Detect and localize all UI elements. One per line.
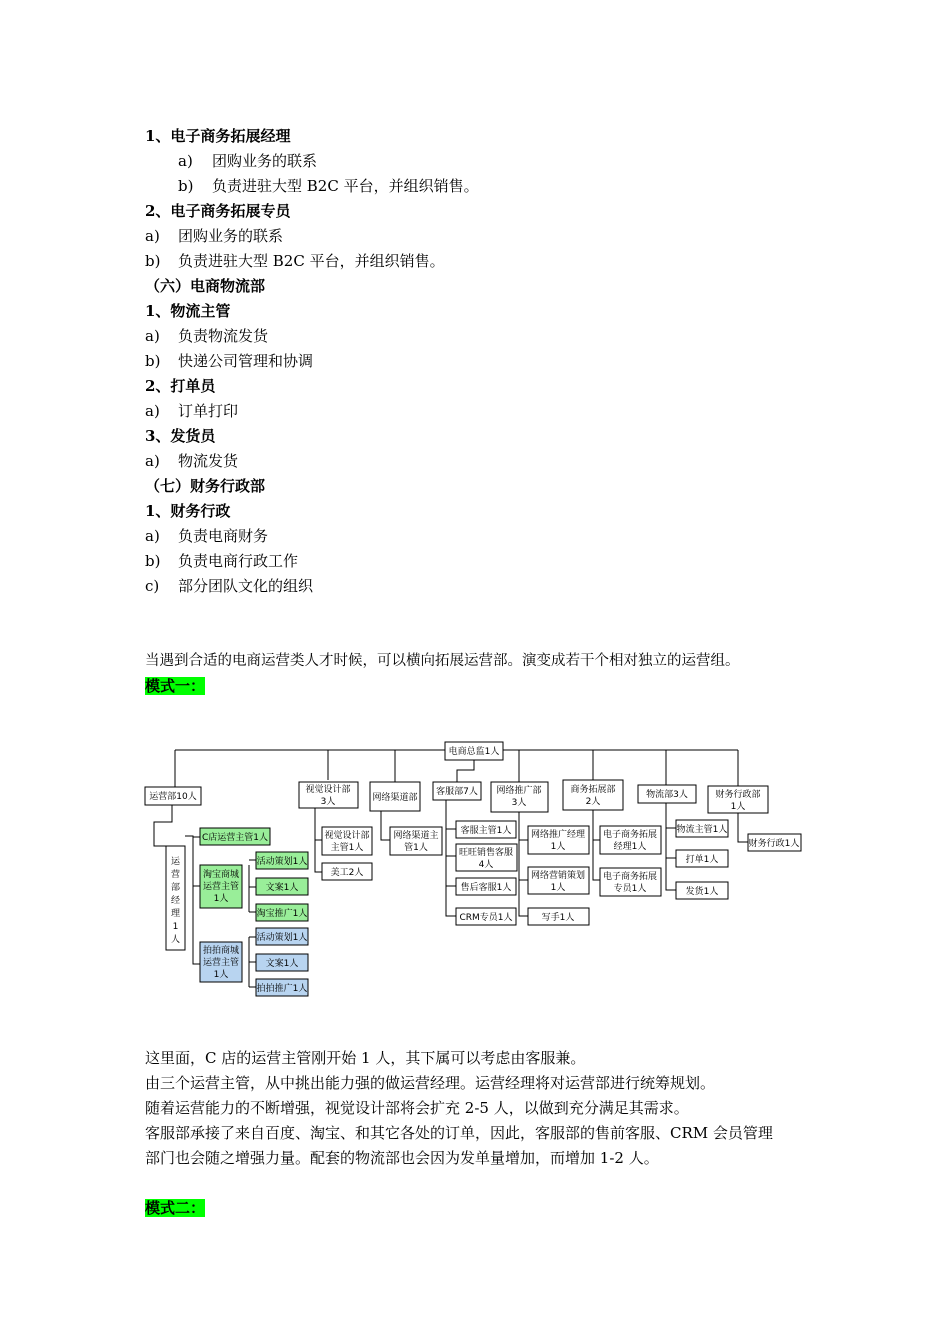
list-marker: a): [178, 152, 193, 170]
paragraph-visual-expansion: 随着运营能力的不断增强，视觉设计部将会扩充 2-5 人，以做到充分满足其需求。: [145, 1099, 689, 1117]
org-c-store-lead: C店运营主管1人: [201, 833, 269, 843]
list-marker: a): [145, 452, 160, 470]
org-writer: 写手1人: [541, 913, 575, 923]
org-taobao-lead-count: 1人: [213, 894, 229, 904]
heading-ecommerce-specialist: 2、电子商务拓展专员: [145, 202, 291, 220]
org-ww-sales-count: 4人: [478, 860, 494, 870]
paragraph-c-store: 这里面，C 店的运营主管刚开始 1 人，其下属可以考虑由客服兼。: [145, 1049, 586, 1067]
list-marker: b): [145, 252, 161, 270]
org-channel-lead-count: 管1人: [404, 843, 428, 853]
org-finance-dept-count: 1人: [730, 802, 746, 812]
org-marketing-count: 1人: [550, 883, 566, 893]
list-item: 物流发货: [178, 452, 239, 470]
org-visual-lead: 视觉设计部: [324, 831, 370, 841]
org-logistics-lead: 物流主管1人: [676, 825, 728, 835]
org-paipai-lead-count: 1人: [213, 970, 229, 980]
org-visual-dept-count: 3人: [320, 797, 336, 807]
org-logistics-dept: 物流部3人: [646, 790, 688, 800]
org-visual-lead-count: 主管1人: [330, 843, 364, 853]
org-paipai-lead-role: 运营主管: [202, 958, 240, 968]
paragraph-ops-manager: 由三个运营主管，从中挑出能力强的做运营经理。运营经理将对运营部进行统筹规划。: [145, 1074, 716, 1092]
org-cs-dept: 客服部7人: [436, 787, 478, 797]
list-marker: a): [145, 402, 160, 420]
list-marker: b): [145, 352, 161, 370]
org-taobao-event: 活动策划1人: [256, 857, 308, 867]
mode-one-label: [145, 676, 205, 696]
paragraph-logistics-growth: 部门也会随之增强力量。配套的物流部也会因为发单量增加，而增加 1-2 人。: [145, 1149, 659, 1167]
org-channel-dept: 网络渠道部: [372, 793, 418, 803]
org-shipper: 发货1人: [685, 887, 719, 897]
list-item: 订单打印: [178, 402, 239, 420]
org-ops-dept: 运营部10人: [149, 792, 197, 802]
org-ops-manager-char: 经: [170, 896, 181, 906]
org-biz-dept: 商务拓展部: [570, 785, 616, 795]
list-marker: c): [145, 577, 160, 595]
org-visual-dept: 视觉设计部: [305, 785, 351, 795]
list-marker: a): [145, 227, 160, 245]
org-chart: [0, 730, 950, 1010]
list-item: 快递公司管理和协调: [178, 352, 314, 370]
org-biz-manager: 电子商务拓展: [602, 830, 658, 840]
mode-two-label: [145, 1198, 205, 1218]
list-item: 团购业务的联系: [212, 152, 318, 170]
heading-finance-admin: 1、财务行政: [145, 502, 231, 520]
list-marker: a): [145, 327, 160, 345]
org-aftersale: 售后客服1人: [460, 883, 512, 893]
list-item: 负责电商行政工作: [178, 552, 299, 570]
org-ops-manager-char: 1: [172, 922, 179, 932]
heading-logistics-lead: 1、物流主管: [145, 302, 231, 320]
org-channel-lead: 网络渠道主: [393, 831, 439, 841]
org-paipai-lead: 拍拍商城: [202, 946, 240, 956]
org-artist: 美工2人: [330, 868, 364, 878]
org-cs-lead: 客服主管1人: [460, 826, 512, 836]
org-biz-dept-count: 2人: [585, 797, 601, 807]
org-promo-manager: 网络推广经理: [530, 830, 586, 840]
mode-one-highlight: 模式一：: [145, 677, 206, 695]
org-promo-manager-count: 1人: [550, 842, 566, 852]
list-item: 团购业务的联系: [178, 227, 284, 245]
list-item: 负责进驻大型 B2C 平台，并组织销售。: [178, 252, 445, 270]
list-marker: b): [178, 177, 194, 195]
list-item: 负责电商财务: [178, 527, 269, 545]
heading-shipper: 3、发货员: [145, 427, 216, 445]
org-taobao-copy: 文案1人: [265, 883, 299, 893]
list-marker: b): [145, 552, 161, 570]
paragraph-cs-orders: 客服部承接了来自百度、淘宝、和其它各处的订单，因此，客服部的售前客服、CRM 会员管理: [145, 1124, 773, 1142]
org-biz-specialist-role: 专员1人: [613, 884, 647, 894]
org-ops-manager-char: 运: [170, 857, 181, 867]
list-item: 负责进驻大型 B2C 平台，并组织销售。: [212, 177, 479, 195]
org-marketing: 网络营销策划: [530, 871, 586, 881]
org-ops-manager-char: 理: [170, 909, 181, 919]
org-ww-sales: 旺旺销售客服: [458, 848, 514, 858]
org-taobao-lead: 淘宝商城: [202, 870, 240, 880]
org-ops-manager-char: 营: [170, 870, 181, 880]
org-top-director: 电商总监1人: [448, 747, 500, 757]
org-taobao-lead-role: 运营主管: [202, 882, 240, 892]
section-heading-finance: （七）财务行政部: [145, 477, 266, 495]
org-paipai-copy: 文案1人: [265, 959, 299, 969]
heading-ecommerce-manager: 1、电子商务拓展经理: [145, 127, 291, 145]
org-ops-manager-char: 人: [170, 935, 181, 945]
org-promo-dept: 网络推广部: [496, 786, 542, 796]
org-promo-dept-count: 3人: [511, 798, 527, 808]
org-taobao-promo: 淘宝推广1人: [256, 909, 308, 919]
section-heading-logistics: （六）电商物流部: [145, 277, 266, 295]
org-biz-specialist: 电子商务拓展: [602, 872, 658, 882]
list-marker: a): [145, 527, 160, 545]
list-item: 部分团队文化的组织: [178, 577, 314, 595]
org-biz-manager-role: 经理1人: [613, 842, 647, 852]
org-paipai-event: 活动策划1人: [256, 933, 308, 943]
org-finance-admin: 财务行政1人: [748, 839, 800, 849]
org-order-printer: 打单1人: [685, 855, 719, 865]
list-item: 负责物流发货: [178, 327, 269, 345]
paragraph-expansion: 当遇到合适的电商运营类人才时候，可以横向拓展运营部。演变成若干个相对独立的运营组。: [145, 653, 740, 669]
org-crm: CRM专员1人: [459, 913, 513, 923]
heading-order-printer: 2、打单员: [145, 377, 216, 395]
org-finance-dept: 财务行政部: [715, 790, 761, 800]
org-paipai-promo: 拍拍推广1人: [256, 984, 308, 994]
org-ops-manager-char: 部: [170, 883, 181, 893]
mode-two-highlight: 模式二：: [145, 1199, 206, 1217]
